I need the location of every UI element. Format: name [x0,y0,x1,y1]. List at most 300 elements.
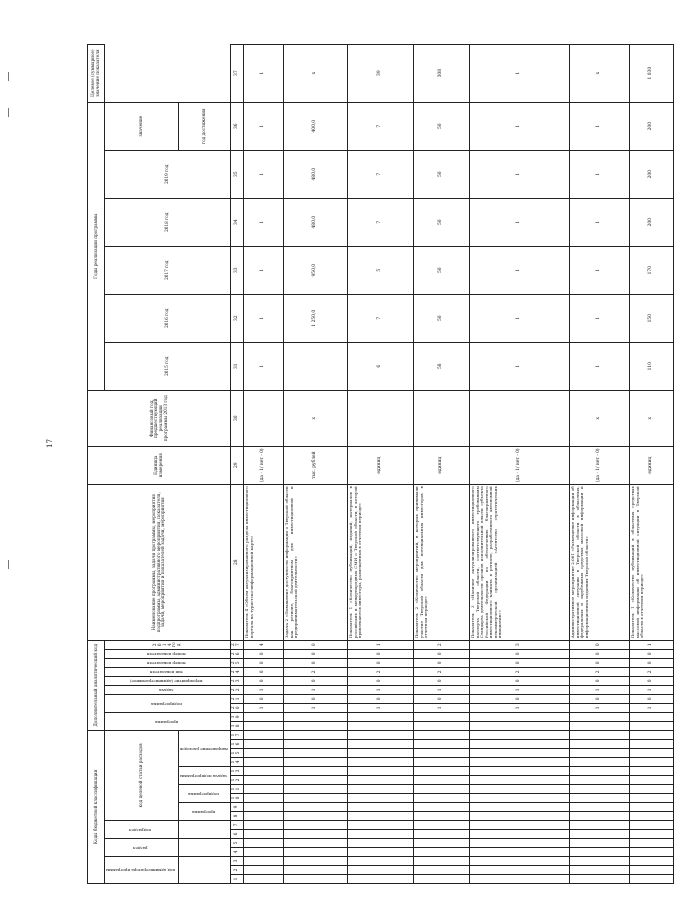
main-activity-header: задача подпрограммы [179,773,228,779]
analytic-code-cell [413,721,469,730]
table-row [283,44,347,883]
row-value-2018: 50 [413,150,469,198]
section-header: раздел [133,845,148,851]
row-value-2016: 5 [347,246,413,294]
row-value-2016: 1 [243,246,283,294]
budget-code-cell [469,767,569,776]
budget-code-cell [283,848,347,857]
analytic-code-cell: 0 [629,694,673,703]
budget-code-cell [243,767,283,776]
analytic-code-cell [469,712,569,721]
row-fin-year [413,390,469,446]
budget-code-cell [283,767,347,776]
row-target-value: 1 030 [629,44,673,102]
column-number: 26 [231,649,244,658]
scan-mark [8,108,9,117]
budget-code-cell [347,812,413,821]
column-number: 31 [231,342,244,390]
row-name: Административное мероприятие 2.001 «Размещение информации об инвестиционной ситуации в Тверской области в областных, федеральных и зарубежных средствах массовой информации и информационных изданиях Тверской области» [569,484,629,640]
row-value-2014: 58 [413,342,469,390]
row-value-2016: 50 [413,246,469,294]
analytic-code-cell: 1 [413,703,469,712]
budget-code-cell [243,776,283,785]
column-number: 1 [231,875,244,884]
budget-code-cell [469,730,569,739]
unit-header: Единица измерения [88,446,231,484]
budget-code-cell [243,875,283,884]
row-unit: единиц [413,446,469,484]
budget-code-cell [413,758,469,767]
analytic-code-cell: 2 [413,640,469,649]
analytic-code-cell: 1 [347,685,413,694]
analytic-code-cell: 0 [243,694,283,703]
budget-code-cell [283,758,347,767]
analytic-code-cell: 4 [243,640,283,649]
budget-code-cell [569,785,629,794]
analytic-code-cell: 0 [283,640,347,649]
a-type-header: тип показателя [150,670,184,676]
program-header: программа [191,809,216,815]
column-number: 20 [231,703,244,712]
row-value-2015: 1 [569,294,629,342]
budget-code-cell [569,794,629,803]
analytic-code-cell: 2 [283,667,347,676]
budget-code-cell [347,794,413,803]
column-number: 18 [231,721,244,730]
budget-code-cell [283,821,347,830]
budget-code-cell [629,848,673,857]
budget-code-cell [569,767,629,776]
column-number: 33 [231,246,244,294]
budget-code-cell [243,866,283,875]
budget-code-cell [629,857,673,866]
budget-code-cell [243,785,283,794]
analytic-code-cell: 0 [283,694,347,703]
budget-code-cell [469,875,569,884]
column-number: 28 [231,484,244,640]
analytic-code-cell: 1 [469,703,569,712]
budget-code-cell [347,749,413,758]
row-name: Показатель 3 «Наличие актуализированного инвестиционного паспорта Тверской области, соответствующего требованиям Стандарта деятельности органов исполнительной власти субъекта Российской Федерации по обеспечению благоприятного инвестиционного климата в регионе, разработанного автономной некоммерческой организацией «Агентство стратегических инициатив»» [469,484,569,640]
table-row [413,44,469,883]
budget-code-cell [569,875,629,884]
row-fin-year [347,390,413,446]
analytic-code-cell: 0 [243,649,283,658]
indicator-table [87,44,674,884]
budget-code-cell [629,821,673,830]
target-header: Целевое (суммарное) значение показателя [88,44,105,102]
row-value-2017: 480,0 [283,198,347,246]
row-fin-year: x [569,390,629,446]
budget-code-cell [283,803,347,812]
row-value-2015: 1 [243,294,283,342]
page-number: 17 [46,439,54,448]
column-number: 14 [231,758,244,767]
table-row [243,44,283,883]
row-name: Показатель 1 «Количество публикаций, изданий, материалов в российских и международных СМИ о Тверской области, в которой привлекаются инвесторы, размещенных в отчетном периоде» [347,484,413,640]
budget-code-cell [347,758,413,767]
a-action-header: номер показателя [147,661,186,667]
budget-code-cell [283,776,347,785]
column-number: 29 [231,446,244,484]
row-name: Показатель 2 «Количество мероприятий, в которых принимали участие Тверской области для потенциальных инвесторов в отчетном периоде» [413,484,469,640]
analytic-code-cell: 1 [283,685,347,694]
budget-code-cell [629,740,673,749]
analytic-code-cell: 0 [243,658,283,667]
row-target-value: x [569,44,629,102]
analytic-code-cell: 1 [469,685,569,694]
budget-code-cell [469,794,569,803]
row-name: Показатель 1 «Количество публикаций в областных средствах массовой информации об инвестиционной ситуации в Тверской области в отчетном периоде» [629,484,673,640]
budget-code-cell [469,749,569,758]
row-value-2014: 1 [469,342,569,390]
analytic-code-cell [629,721,673,730]
a-subprogram-header: подпрограмма [151,701,183,707]
budget-code-cell [283,830,347,839]
row-value-2016: 170 [629,246,673,294]
analytic-code-cell: 0 [569,649,629,658]
budget-code-cell [569,857,629,866]
row-value-2019: 1 [243,102,283,150]
budget-code-cell [413,848,469,857]
row-value-2015: 1 [469,294,569,342]
budget-code-cell [347,730,413,739]
analytic-code-cell: 0 [243,676,283,685]
analytic-code-cell: 0 [283,676,347,685]
analytic-code-cell: 0 [569,694,629,703]
budget-code-cell [283,794,347,803]
budget-code-cell [629,758,673,767]
target-year-header: год достижения [178,102,230,150]
budget-code-cell [629,830,673,839]
fin-year-header: Финансовый год, предшествующий реализации программы 2013 год [88,390,231,446]
budget-code-cell [469,740,569,749]
year-2018-header: 2018 год [105,198,231,246]
row-value-2015: 150 [629,294,673,342]
analytic-code-cell: 1 [283,703,347,712]
analytic-code-cell: 0 [347,676,413,685]
column-number: 12 [231,776,244,785]
column-number: 24 [231,667,244,676]
budget-code-cell [469,803,569,812]
budget-code-cell [243,812,283,821]
analytic-code-cell: 0 [569,676,629,685]
budget-code-cell [469,776,569,785]
column-number: 19 [231,712,244,721]
column-number: 4 [231,848,244,857]
analytic-code-cell: 1 [413,685,469,694]
budget-code-cell [243,857,283,866]
row-value-2019: 7 [347,102,413,150]
budget-code-cell [629,749,673,758]
analytic-code-cell: 1 [629,640,673,649]
column-number: 27 [231,640,244,649]
column-number: 2 [231,866,244,875]
analytic-code-cell [283,721,347,730]
row-target-value: 308 [413,44,469,102]
budget-code-cell [243,821,283,830]
years-header: Годы реализации программы [88,102,105,390]
column-number: 16 [231,740,244,749]
analytic-code-cell: 0 [347,649,413,658]
budget-code-cell [629,803,673,812]
budget-code-cell [469,848,569,857]
row-unit: (да - 1/ нет - 0) [243,446,283,484]
analytic-code-cell: 0 [413,694,469,703]
budget-code-cell [243,839,283,848]
row-unit: тыс. рублей [283,446,347,484]
analytic-code-cell [569,712,629,721]
analytic-code-cell [469,721,569,730]
row-value-2014: 6 [347,342,413,390]
target-value-header: значение [105,102,179,150]
budget-code-cell [347,776,413,785]
budget-code-cell [347,767,413,776]
analytic-code-cell: 3 [469,640,569,649]
budget-code-cell [243,749,283,758]
budget-code-cell [629,839,673,848]
budget-code-cell [469,812,569,821]
analytic-code-cell: 0 [469,649,569,658]
budget-code-cell [629,866,673,875]
row-target-value: 1 [243,44,283,102]
admin-code-header: код администратора программы [106,868,175,874]
column-number: 6 [231,830,244,839]
column-number: 34 [231,198,244,246]
budget-code-cell [629,812,673,821]
budget-code-cell [413,866,469,875]
analytic-code-cell: 1 [629,703,673,712]
analytic-code-cell: 2 [469,667,569,676]
budget-code-cell [413,730,469,739]
budget-code-cell [413,857,469,866]
budget-code-cell [347,740,413,749]
indicator-table-rotated [87,46,653,884]
row-unit: единиц [347,446,413,484]
budget-code-cell [469,821,569,830]
row-value-2017: 1 [469,198,569,246]
analytic-code-cell: 1 [569,685,629,694]
budget-code-cell [283,866,347,875]
budget-codes-header: Коды бюджетной классификации [88,730,105,883]
budget-code-cell [283,730,347,739]
row-value-2014 [283,342,347,390]
analytic-code-cell: 1 [243,703,283,712]
budget-code-cell [629,785,673,794]
budget-code-cell [629,794,673,803]
column-number: 3 [231,857,244,866]
budget-code-cell [283,875,347,884]
analytic-code-cell: 1 [347,703,413,712]
analytic-code-cell [347,712,413,721]
budget-code-cell [569,848,629,857]
row-value-2016: 1 [469,246,569,294]
analytic-code-cell: 1 [347,640,413,649]
row-value-2017: 1 [569,198,629,246]
column-number: 13 [231,767,244,776]
analytic-code-cell [243,721,283,730]
row-value-2019: 1 [569,102,629,150]
a-task-header: задача [159,688,174,694]
column-number: 36 [231,102,244,150]
row-value-2014: 1 [569,342,629,390]
analytic-code-cell: 0 [283,658,347,667]
column-number: 15 [231,749,244,758]
budget-code-cell [469,866,569,875]
table-row [347,44,413,883]
budget-code-cell [413,839,469,848]
row-value-2018: 1 [469,150,569,198]
subsection-header: подраздел [129,827,152,833]
analytic-code-cell: 2 [629,667,673,676]
a-activity-header: мероприятие (административное) [130,679,203,685]
budget-code-cell [569,758,629,767]
budget-code-cell [413,767,469,776]
budget-code-cell [347,821,413,830]
column-number: 37 [231,44,244,102]
analytic-code-cell: 0 [283,649,347,658]
budget-code-cell [469,758,569,767]
budget-code-cell [413,821,469,830]
row-value-2017: 1 [243,198,283,246]
table-body [243,44,673,883]
year-2015-header: 2015 год [105,342,231,390]
budget-code-cell [413,830,469,839]
row-value-2017: 50 [413,198,469,246]
column-number: 23 [231,676,244,685]
row-fin-year [469,390,569,446]
budget-code-cell [569,830,629,839]
analytic-code-cell [243,712,283,721]
analytic-code-cell: 0 [629,658,673,667]
scan-mark [8,560,9,569]
analytic-code-cell: 0 [629,676,673,685]
column-number: 8 [231,812,244,821]
row-target-value: 39 [347,44,413,102]
table-row [569,44,629,883]
year-2019-header: 2019 год [105,150,231,198]
budget-code-cell [469,839,569,848]
column-number-row [231,44,244,883]
budget-code-cell [347,866,413,875]
table-row [629,44,673,883]
budget-code-cell [413,776,469,785]
analytic-code-cell [569,721,629,730]
analytic-code-cell: 2 [413,667,469,676]
analytic-code-cell [347,721,413,730]
table-row [469,44,569,883]
row-unit: (да - 1/ нет - 0) [469,446,569,484]
budget-code-cell [469,785,569,794]
budget-code-cell [569,839,629,848]
budget-code-cell [283,749,347,758]
budget-code-cell [569,821,629,830]
row-value-2018: 1 [243,150,283,198]
analytic-code-cell: 2 [569,667,629,676]
budget-code-cell [569,749,629,758]
budget-code-cell [413,749,469,758]
analytic-code-cell: 1 [243,685,283,694]
budget-code-cell [283,785,347,794]
budget-code-cell [413,794,469,803]
analytic-code-cell: 0 [347,658,413,667]
analytic-code-cell: 0 [347,694,413,703]
budget-code-cell [569,803,629,812]
row-fin-year [243,390,283,446]
analytic-code-cell [413,712,469,721]
analytic-code-cell [283,712,347,721]
row-value-2019: 200 [629,102,673,150]
column-number: 25 [231,658,244,667]
analytic-code-cell: 0 [413,649,469,658]
year-2017-header: 2017 год [105,246,231,294]
analytic-code-cell [629,712,673,721]
budget-code-cell [569,812,629,821]
column-number: 35 [231,150,244,198]
budget-code-cell [629,776,673,785]
analytic-code-cell: 0 [469,676,569,685]
column-number: 17 [231,730,244,739]
column-number: 32 [231,294,244,342]
column-number: 30 [231,390,244,446]
budget-code-cell [413,812,469,821]
analytic-code-cell: 1 [629,685,673,694]
row-value-2017: 200 [629,198,673,246]
target-class-header: код целевой статьи расходов [105,730,179,820]
column-number: 7 [231,821,244,830]
row-value-2017: 7 [347,198,413,246]
budget-code-cell [283,812,347,821]
row-value-2019: 50 [413,102,469,150]
budget-code-cell [283,740,347,749]
row-value-2016: 950,0 [283,246,347,294]
budget-code-cell [629,767,673,776]
budget-code-cell [347,839,413,848]
budget-code-cell [569,866,629,875]
scan-mark [8,72,9,81]
row-value-2018: 7 [347,150,413,198]
budget-code-cell [629,730,673,739]
analytic-code-cell: 0 [413,676,469,685]
direction-header: направление расходов [179,746,228,752]
row-value-2019: 1 [469,102,569,150]
row-name: Задача 2 «Повышение доступности информации о Тверской области как регионе, благоприятном для инвестиционной и предпринимательской деятельности» [283,484,347,640]
row-value-2015: 50 [413,294,469,342]
analytic-code-cell: 0 [469,694,569,703]
budget-code-cell [469,830,569,839]
row-value-2019: 400,0 [283,102,347,150]
analytic-code-cell: 0 [569,640,629,649]
year-2016-header: 2016 год [105,294,231,342]
row-fin-year: x [283,390,347,446]
budget-code-cell [569,776,629,785]
row-fin-year: x [629,390,673,446]
analytic-code-cell: 0 [413,658,469,667]
a-program-header: программа [155,719,179,725]
row-value-2018: 200 [629,150,673,198]
analytic-code-cell: 0 [569,658,629,667]
budget-code-cell [243,794,283,803]
analytic-code-cell: 2 [347,667,413,676]
row-unit: (да - 1/ нет - 0) [569,446,629,484]
budget-code-cell [413,785,469,794]
budget-code-cell [243,730,283,739]
row-value-2016: 1 [569,246,629,294]
budget-code-cell [283,857,347,866]
budget-code-cell [243,848,283,857]
row-name: Показатель 4 «Объем актуализированного раздела инвестиционного портала на туристско-информационной карте» [243,484,283,640]
budget-code-cell [243,758,283,767]
